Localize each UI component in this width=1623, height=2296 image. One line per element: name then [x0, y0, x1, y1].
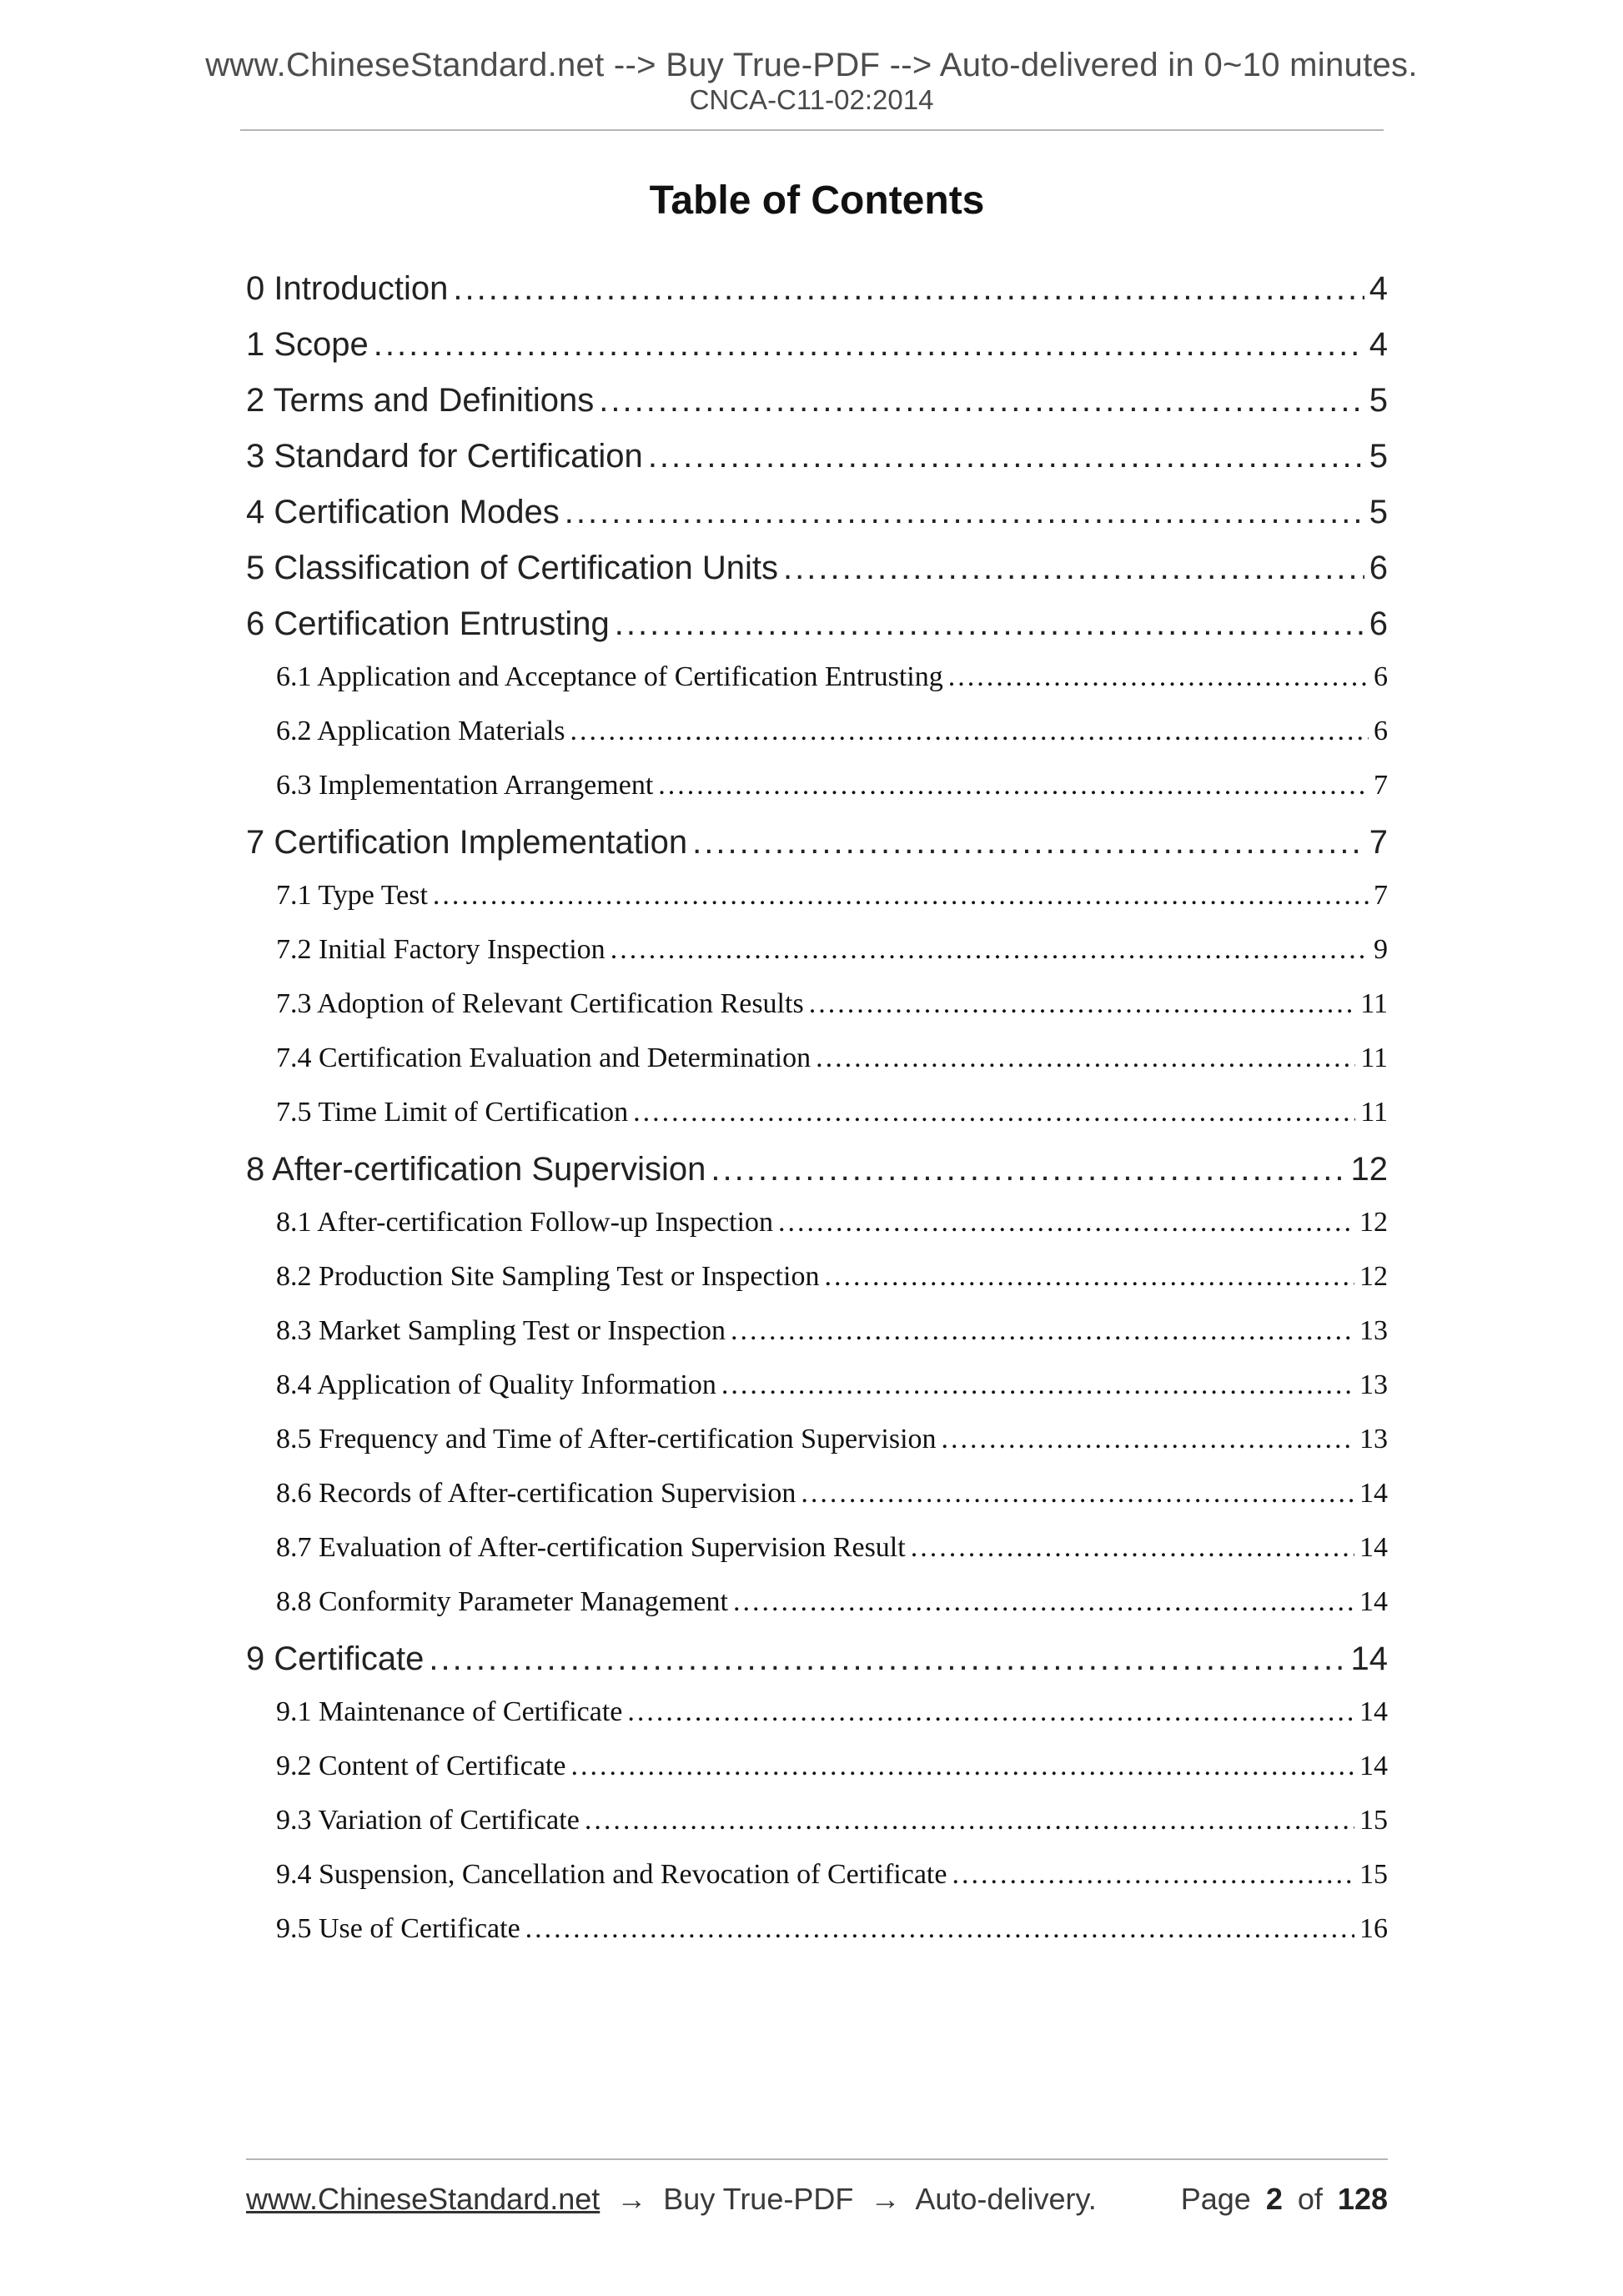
toc-entry-label: 8.6 Records of After-certification Supervision [276, 1478, 796, 1509]
toc-leader-dots [948, 661, 1369, 693]
toc-entry-page: 11 [1360, 1042, 1388, 1073]
toc-entry-page: 12 [1350, 1151, 1388, 1188]
toc-entry[interactable] [246, 1859, 1388, 1891]
toc-entry[interactable] [246, 326, 1388, 364]
toc-entry-page: 6 [1374, 716, 1388, 746]
toc-entry-page: 5 [1369, 382, 1388, 419]
toc-entry[interactable] [246, 988, 1388, 1020]
toc-leader-dots [565, 494, 1364, 531]
toc-entry-page: 4 [1369, 326, 1388, 363]
toc-entry-label: 7.1 Type Test [276, 880, 428, 911]
toc-entry-page: 11 [1360, 1097, 1388, 1128]
toc-entry[interactable] [246, 494, 1388, 531]
toc-entry[interactable] [246, 1913, 1388, 1945]
toc-leader-dots [453, 270, 1364, 308]
toc-entry-page: 14 [1359, 1586, 1388, 1617]
toc-entry-label: 8.2 Production Site Sampling Test or Inspection [276, 1261, 820, 1292]
page-footer [246, 2158, 1388, 2217]
toc-entry[interactable] [246, 1532, 1388, 1564]
toc-entry-label: 6.3 Implementation Arrangement [276, 770, 654, 801]
toc-entry-page: 7 [1374, 880, 1388, 911]
page-indicator [1174, 2182, 1388, 2217]
toc-entry-label: 9.4 Suspension, Cancellation and Revocation of Certificate [276, 1859, 947, 1890]
toc-entry-page: 7 [1369, 824, 1388, 861]
toc-leader-dots [648, 438, 1364, 475]
toc-entry-label: 6 Certification Entrusting [246, 605, 610, 642]
toc-leader-dots [599, 382, 1364, 420]
toc-entry-page: 6 [1369, 605, 1388, 642]
toc-entry[interactable] [246, 1369, 1388, 1401]
toc-leader-dots [627, 1696, 1354, 1728]
toc-entry-label: 9 Certificate [246, 1640, 425, 1677]
footer-buy-text: Buy True-PDF [663, 2182, 854, 2216]
toc-entry-label: 4 Certification Modes [246, 494, 560, 530]
toc-entry[interactable] [246, 880, 1388, 912]
toc-entry-page: 13 [1359, 1315, 1388, 1346]
toc-leader-dots [778, 1207, 1354, 1238]
toc-entry[interactable] [246, 824, 1388, 862]
toc-entry[interactable] [246, 1315, 1388, 1347]
toc-entry-page: 13 [1359, 1424, 1388, 1454]
footer-divider [246, 2158, 1388, 2160]
page-current: 2 [1265, 2182, 1283, 2216]
toc-entry-label: 8.1 After-certification Follow-up Inspection [276, 1207, 774, 1238]
toc-entry-page: 14 [1359, 1478, 1388, 1509]
toc-leader-dots [824, 1261, 1354, 1293]
toc-entry[interactable] [246, 716, 1388, 747]
toc-list [246, 270, 1388, 1945]
toc-entry-page: 9 [1374, 934, 1388, 965]
toc-title: Table of Contents [649, 178, 985, 223]
page-total: 128 [1337, 2182, 1388, 2216]
toc-entry-page: 13 [1359, 1369, 1388, 1400]
toc-entry-label: 7.3 Adoption of Relevant Certification Results [276, 988, 804, 1019]
toc-entry-page: 14 [1359, 1532, 1388, 1563]
toc-leader-dots [911, 1532, 1354, 1564]
toc-entry[interactable] [246, 661, 1388, 693]
footer-site-link[interactable]: www.ChineseStandard.net [246, 2182, 600, 2216]
toc-entry-page: 7 [1374, 770, 1388, 801]
toc-entry-label: 6.2 Application Materials [276, 716, 565, 746]
toc-entry-label: 7.5 Time Limit of Certification [276, 1097, 629, 1128]
toc-entry-label: 6.1 Application and Acceptance of Certification Entrusting [276, 661, 943, 692]
toc-entry-label: 3 Standard for Certification [246, 438, 643, 475]
toc-leader-dots [429, 1640, 1345, 1678]
toc-entry[interactable] [246, 1424, 1388, 1455]
toc-entry-page: 6 [1369, 550, 1388, 586]
toc-entry-label: 5 Classification of Certification Units [246, 550, 779, 586]
toc-entry[interactable] [246, 1261, 1388, 1293]
toc-entry-page: 12 [1359, 1261, 1388, 1292]
toc-leader-dots [952, 1859, 1354, 1891]
toc-entry[interactable] [246, 934, 1388, 966]
footer-line [246, 2182, 1388, 2217]
page-label: Page [1180, 2182, 1251, 2216]
toc-entry[interactable] [246, 1042, 1388, 1074]
toc-entry-label: 1 Scope [246, 326, 369, 363]
toc-entry-label: 2 Terms and Definitions [246, 382, 595, 419]
toc-entry[interactable] [246, 1586, 1388, 1618]
toc-entry-page: 14 [1359, 1751, 1388, 1781]
toc-entry[interactable] [246, 438, 1388, 475]
toc-leader-dots [801, 1478, 1354, 1510]
toc-leader-dots [570, 716, 1369, 747]
toc-leader-dots [374, 326, 1364, 364]
toc-leader-dots [942, 1424, 1354, 1455]
toc-leader-dots [692, 824, 1364, 862]
toc-entry-page: 5 [1369, 494, 1388, 530]
toc-entry-page: 6 [1374, 661, 1388, 692]
toc-leader-dots [433, 880, 1369, 912]
toc-entry[interactable] [246, 1151, 1388, 1188]
document-id: CNCA-C11-02:2014 [689, 84, 934, 115]
toc-leader-dots [783, 550, 1364, 587]
toc-entry-page: 15 [1359, 1805, 1388, 1836]
toc-entry-label: 9.1 Maintenance of Certificate [276, 1696, 623, 1727]
toc-entry-label: 7.4 Certification Evaluation and Determination [276, 1042, 812, 1073]
arrow-icon: → [616, 2182, 647, 2216]
toc-entry[interactable] [246, 1640, 1388, 1678]
arrow-icon: → [870, 2182, 901, 2216]
footer-left [246, 2182, 1105, 2217]
toc-leader-dots [711, 1151, 1345, 1188]
toc-entry-label: 8.5 Frequency and Time of After-certification Supervision [276, 1424, 937, 1454]
toc-entry[interactable] [246, 605, 1388, 643]
toc-entry-label: 7.2 Initial Factory Inspection [276, 934, 605, 965]
page-header [0, 0, 1623, 131]
toc-entry-label: 8.3 Market Sampling Test or Inspection [276, 1315, 726, 1346]
toc-entry-page: 16 [1359, 1913, 1388, 1944]
toc-entry-label: 0 Introduction [246, 270, 449, 307]
toc-entry[interactable] [246, 770, 1388, 801]
toc-entry[interactable] [246, 1478, 1388, 1510]
toc-entry-label: 8.7 Evaluation of After-certification Supervision Result [276, 1532, 906, 1563]
toc-leader-dots [615, 605, 1364, 643]
toc-entry-page: 15 [1359, 1859, 1388, 1890]
of-label: of [1297, 2182, 1323, 2216]
toc-content [246, 178, 1388, 1945]
toc-entry-label: 7 Certification Implementation [246, 824, 688, 861]
toc-leader-dots [570, 1751, 1354, 1782]
toc-entry-label: 9.5 Use of Certificate [276, 1913, 520, 1944]
toc-entry[interactable] [246, 1696, 1388, 1728]
toc-entry-page: 5 [1369, 438, 1388, 475]
toc-leader-dots [611, 934, 1369, 966]
toc-entry-label: 8.4 Application of Quality Information [276, 1369, 716, 1400]
toc-leader-dots [816, 1042, 1355, 1074]
toc-leader-dots [809, 988, 1356, 1020]
toc-entry-page: 11 [1360, 988, 1388, 1019]
toc-entry-page: 14 [1350, 1640, 1388, 1677]
toc-entry[interactable] [246, 1805, 1388, 1836]
header-divider [240, 129, 1384, 131]
toc-entry-label: 9.3 Variation of Certificate [276, 1805, 580, 1836]
toc-entry[interactable] [246, 1207, 1388, 1238]
toc-entry[interactable] [246, 1751, 1388, 1782]
toc-entry-label: 9.2 Content of Certificate [276, 1751, 566, 1781]
toc-leader-dots [658, 770, 1369, 801]
toc-entry-label: 8.8 Conformity Parameter Management [276, 1586, 728, 1617]
toc-entry[interactable] [246, 1097, 1388, 1128]
toc-leader-dots [525, 1913, 1354, 1945]
toc-leader-dots [731, 1315, 1354, 1347]
toc-leader-dots [721, 1369, 1354, 1401]
toc-leader-dots [633, 1097, 1355, 1128]
toc-entry[interactable] [246, 270, 1388, 308]
promo-banner: www.ChineseStandard.net --> Buy True-PDF --> Auto-delivered in 0~10 minutes. [205, 47, 1418, 83]
toc-entry[interactable] [246, 550, 1388, 587]
toc-entry-page: 14 [1359, 1696, 1388, 1727]
toc-entry-page: 12 [1359, 1207, 1388, 1238]
toc-entry-label: 8 After-certification Supervision [246, 1151, 706, 1188]
toc-entry-page: 4 [1369, 270, 1388, 307]
toc-leader-dots [585, 1805, 1354, 1836]
footer-delivery-text: Auto-delivery. [915, 2182, 1097, 2216]
toc-leader-dots [733, 1586, 1354, 1618]
toc-entry[interactable] [246, 382, 1388, 420]
